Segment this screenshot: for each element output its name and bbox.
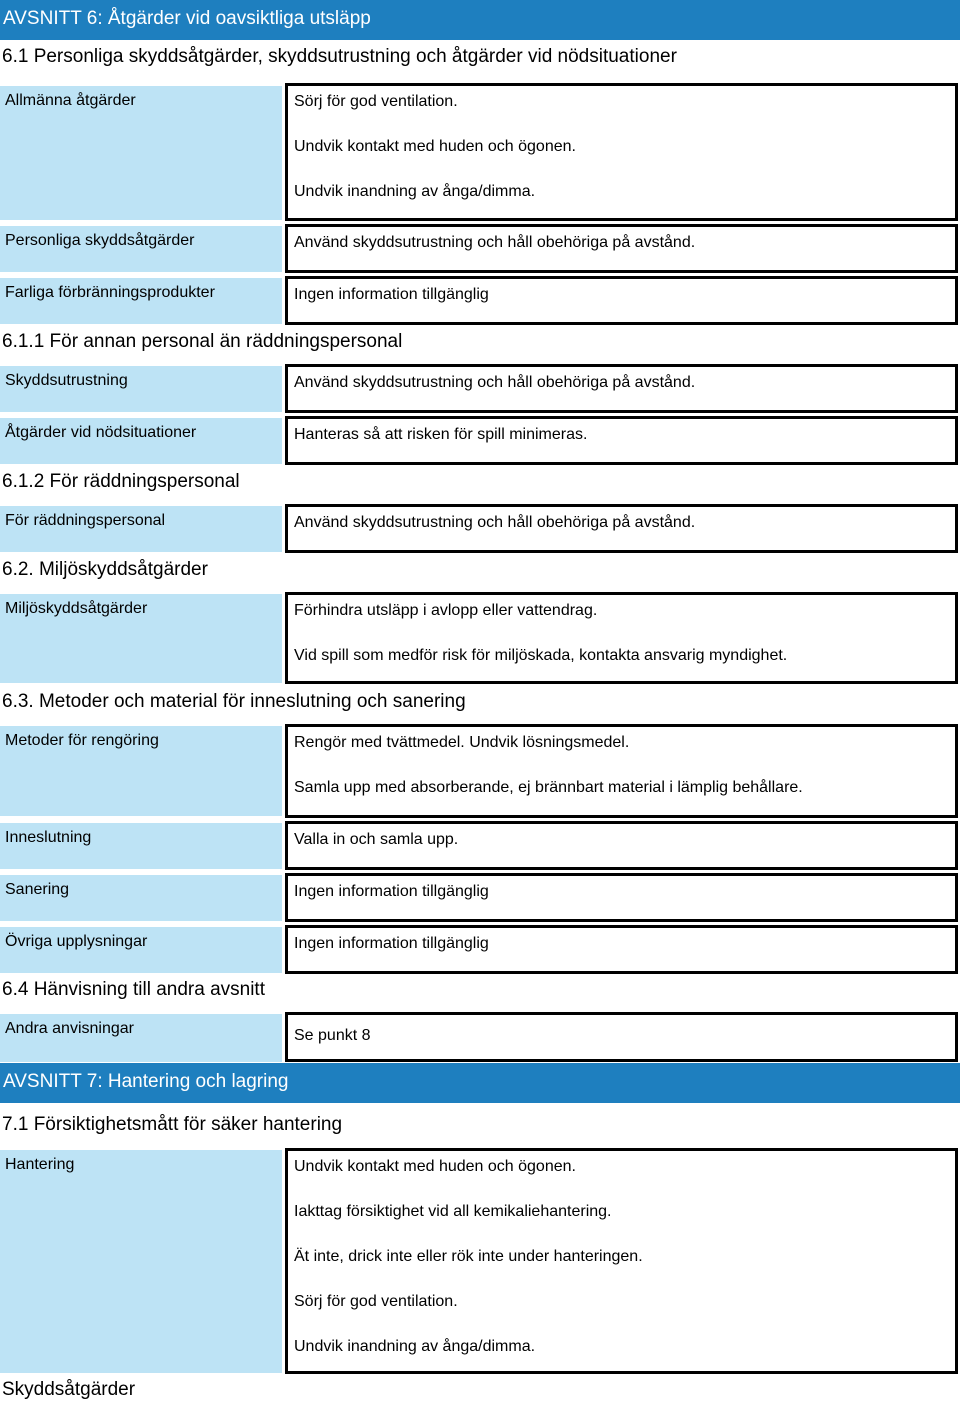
subsection-6-1-2-heading: 6.1.2 För räddningspersonal — [2, 471, 240, 492]
row-label: Farliga förbränningsprodukter — [0, 278, 282, 324]
row-value-line: Ingen information tillgänglig — [294, 935, 489, 952]
row-value-line: Vid spill som medför risk för miljöskada, kontakta ansvarig myndighet. — [294, 647, 788, 664]
subsection-7-1-heading: 7.1 Försiktighetsmått för säker hantering — [2, 1114, 343, 1135]
row-value — [285, 276, 958, 325]
row-label: Miljöskyddsåtgärder — [0, 594, 282, 683]
row-label: Personliga skyddsåtgärder — [0, 226, 282, 272]
section-6-title: AVSNITT 6: Åtgärder vid oavsiktliga utsläpp — [3, 8, 371, 29]
row-value — [285, 83, 958, 221]
section-7-title: AVSNITT 7: Hantering och lagring — [3, 1071, 289, 1092]
row-value-line: Undvik kontakt med huden och ögonen. — [294, 1158, 576, 1175]
row-label: Inneslutning — [0, 823, 282, 869]
section-6-header — [0, 0, 960, 40]
row-value-line: Ingen information tillgänglig — [294, 286, 489, 303]
row-label: Hantering — [0, 1150, 282, 1373]
row-label: Skyddsutrustning — [0, 366, 282, 412]
row-value — [285, 592, 958, 684]
row-label: Åtgärder vid nödsituationer — [0, 418, 282, 464]
row-value — [285, 1148, 958, 1374]
row-value-line: Undvik inandning av ånga/dimma. — [294, 183, 536, 200]
row-label: Sanering — [0, 875, 282, 921]
row-value-line: Valla in och samla upp. — [294, 831, 459, 848]
row-label: Övriga upplysningar — [0, 927, 282, 973]
row-value-line: Samla upp med absorberande, ej brännbart material i lämplig behållare. — [294, 779, 803, 796]
row-value-line: Använd skyddsutrustning och håll obehöriga på avstånd. — [294, 374, 696, 391]
row-value — [285, 364, 958, 413]
row-value — [285, 504, 958, 553]
subsection-6-2-heading: 6.2. Miljöskyddsåtgärder — [2, 559, 208, 580]
subsection-6-3-heading: 6.3. Metoder och material för inneslutning och sanering — [2, 691, 466, 712]
row-value — [285, 821, 958, 870]
row-value-line: Undvik kontakt med huden och ögonen. — [294, 138, 576, 155]
row-label: Metoder för rengöring — [0, 726, 282, 816]
row-value-line: Undvik inandning av ånga/dimma. — [294, 1338, 536, 1355]
row-value-line: Rengör med tvättmedel. Undvik lösningsmedel. — [294, 734, 630, 751]
row-value — [285, 416, 958, 465]
row-value-line: Hanteras så att risken för spill minimeras. — [294, 426, 588, 443]
row-label: Andra anvisningar — [0, 1014, 282, 1062]
subsection-6-1-1-heading: 6.1.1 För annan personal än räddningspersonal — [2, 331, 403, 352]
row-value-line: Se punkt 8 — [294, 1027, 371, 1044]
row-value-line: Förhindra utsläpp i avlopp eller vattendrag. — [294, 602, 598, 619]
row-value-line: Använd skyddsutrustning och håll obehöriga på avstånd. — [294, 514, 696, 531]
row-value — [285, 1012, 958, 1062]
subsection-6-4-heading: 6.4 Hänvisning till andra avsnitt — [2, 979, 265, 1000]
row-value-line: Sörj för god ventilation. — [294, 1293, 458, 1310]
row-value-line: Ingen information tillgänglig — [294, 883, 489, 900]
row-value — [285, 224, 958, 273]
row-label: För räddningspersonal — [0, 506, 282, 552]
row-value-line: Sörj för god ventilation. — [294, 93, 458, 110]
section-7-header — [0, 1063, 960, 1103]
row-value — [285, 873, 958, 922]
row-value-line: Ät inte, drick inte eller rök inte under hanteringen. — [294, 1248, 643, 1265]
subsection-6-1-heading: 6.1 Personliga skyddsåtgärder, skyddsutrustning och åtgärder vid nödsituationer — [2, 46, 677, 67]
row-value — [285, 925, 958, 974]
row-value — [285, 724, 958, 818]
row-value-line: Använd skyddsutrustning och håll obehöriga på avstånd. — [294, 234, 696, 251]
next-heading: Skyddsåtgärder — [2, 1379, 136, 1400]
row-label: Allmänna åtgärder — [0, 86, 282, 220]
row-value-line: Iakttag försiktighet vid all kemikaliehantering. — [294, 1203, 612, 1220]
